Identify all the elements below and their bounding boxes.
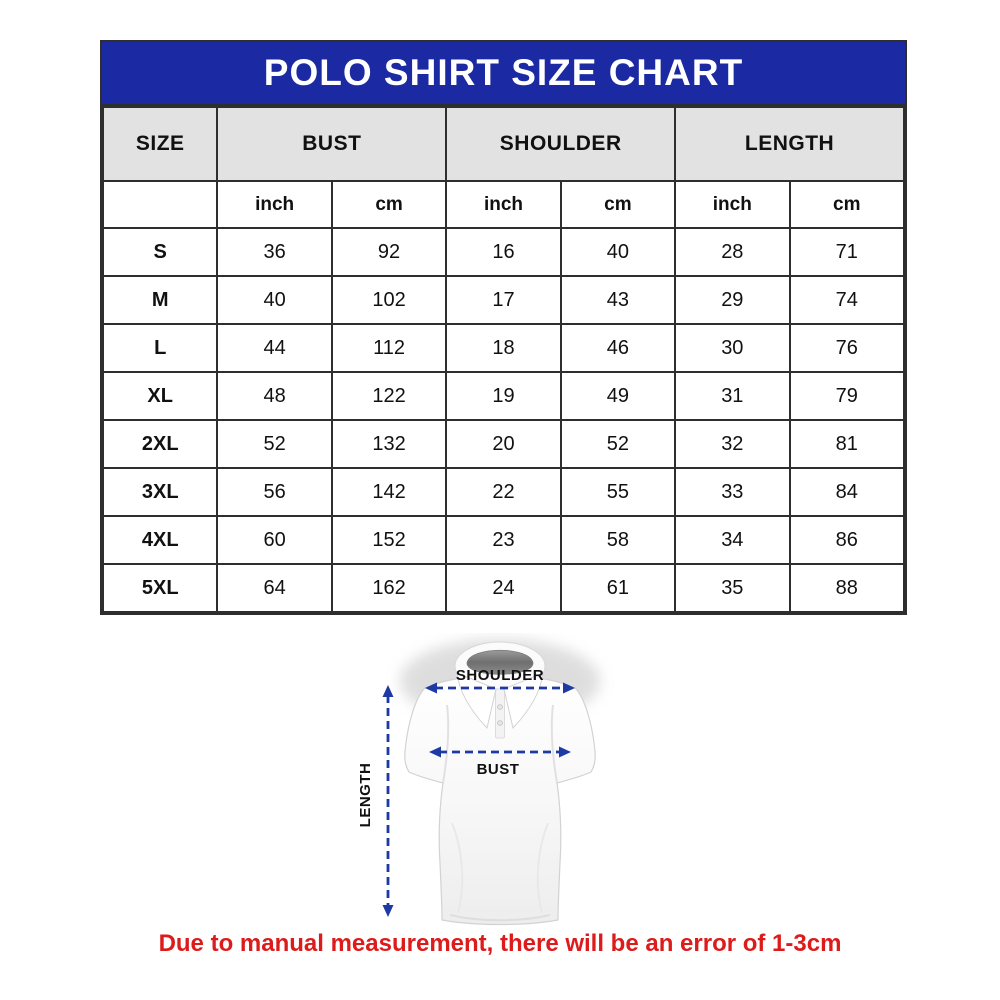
measurement-value: 52 [561,420,675,468]
table-row [103,516,904,564]
size-label: 2XL [103,420,217,468]
measurement-value: 29 [675,276,789,324]
measurement-value: 152 [332,516,446,564]
length-label: LENGTH [357,762,374,828]
measurement-value: 49 [561,372,675,420]
measurement-value: 88 [790,564,904,612]
size-chart [100,40,907,615]
measurement-value: 28 [675,228,789,276]
measurement-value: 33 [675,468,789,516]
button-bottom [498,721,503,726]
table-row [103,420,904,468]
measurement-value: 44 [217,324,331,372]
unit-cell-bust-inch: inch [217,181,331,228]
measurement-value: 31 [675,372,789,420]
measurement-value: 60 [217,516,331,564]
col-header-bust: BUST [217,107,446,181]
measurement-value: 142 [332,468,446,516]
measurement-value: 46 [561,324,675,372]
measurement-value: 20 [446,420,560,468]
chart-title-bar [102,42,905,106]
size-table-body [103,228,904,612]
polo-shirt-diagram [350,633,670,935]
col-header-shoulder: SHOULDER [446,107,675,181]
col-header-length: LENGTH [675,107,904,181]
measurement-value: 24 [446,564,560,612]
unit-cell-empty [103,181,217,228]
placket [496,689,505,738]
measurement-value: 56 [217,468,331,516]
measurement-note: Due to manual measurement, there will be an error of 1-3cm [158,930,842,957]
unit-cell-length-cm: cm [790,181,904,228]
measurement-value: 74 [790,276,904,324]
unit-cell-shoulder-inch: inch [446,181,560,228]
measurement-value: 86 [790,516,904,564]
col-header-size: SIZE [103,107,217,181]
measurement-value: 36 [217,228,331,276]
measurement-value: 43 [561,276,675,324]
measurement-value: 48 [217,372,331,420]
measurement-value: 52 [217,420,331,468]
size-label: L [103,324,217,372]
measurement-value: 61 [561,564,675,612]
bust-label: BUST [476,761,520,778]
button-top [498,705,503,710]
measurement-value: 162 [332,564,446,612]
size-label: 5XL [103,564,217,612]
length-arrow [383,685,394,917]
table-row [103,228,904,276]
shoulder-label: SHOULDER [455,667,545,684]
unit-cell-shoulder-cm: cm [561,181,675,228]
size-label: 3XL [103,468,217,516]
measurement-value: 40 [217,276,331,324]
measurement-value: 32 [675,420,789,468]
unit-header-row [103,181,904,228]
measurement-value: 132 [332,420,446,468]
unit-cell-bust-cm: cm [332,181,446,228]
size-label: 4XL [103,516,217,564]
measurement-value: 112 [332,324,446,372]
size-label: M [103,276,217,324]
measurement-value: 17 [446,276,560,324]
measurement-value: 23 [446,516,560,564]
measurement-value: 76 [790,324,904,372]
measurement-value: 58 [561,516,675,564]
measurement-value: 35 [675,564,789,612]
measurement-value: 22 [446,468,560,516]
measurement-value: 55 [561,468,675,516]
table-row [103,276,904,324]
size-table [102,106,905,613]
measurement-value: 64 [217,564,331,612]
measurement-value: 81 [790,420,904,468]
measurement-value: 18 [446,324,560,372]
table-row [103,468,904,516]
group-header-row [103,107,904,181]
table-row [103,372,904,420]
measurement-value: 34 [675,516,789,564]
measurement-value: 71 [790,228,904,276]
measurement-value: 19 [446,372,560,420]
chart-title: POLO SHIRT SIZE CHART [263,52,744,93]
measurement-value: 122 [332,372,446,420]
measurement-value: 40 [561,228,675,276]
measurement-value: 30 [675,324,789,372]
unit-cell-length-inch: inch [675,181,789,228]
table-row [103,564,904,612]
measurement-value: 16 [446,228,560,276]
size-label: S [103,228,217,276]
measurement-value: 84 [790,468,904,516]
size-label: XL [103,372,217,420]
measurement-value: 102 [332,276,446,324]
table-row [103,324,904,372]
measurement-value: 79 [790,372,904,420]
measurement-value: 92 [332,228,446,276]
